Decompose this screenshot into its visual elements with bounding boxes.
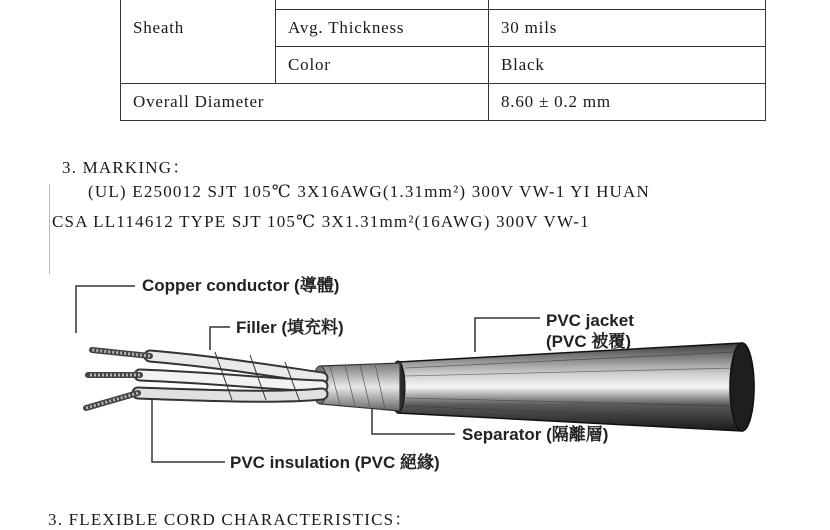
label-filler: Filler (填充料) bbox=[236, 318, 344, 337]
overall-diameter-value: 8.60 ± 0.2 mm bbox=[489, 84, 766, 121]
marking-line-2: CSA LL114612 TYPE SJT 105℃ 3X1.31mm²(16AWG) 300V VW-1 bbox=[52, 212, 590, 231]
avg-thickness-value: 30 mils bbox=[489, 10, 766, 47]
label-pvc-jacket-1: PVC jacket bbox=[546, 311, 634, 330]
sheath-label: Sheath bbox=[133, 18, 185, 37]
label-pvc-insulation: PVC insulation (PVC 絕緣) bbox=[230, 453, 440, 472]
label-separator: Separator (隔離層) bbox=[462, 425, 609, 444]
overall-diameter-label: Overall Diameter bbox=[121, 84, 489, 121]
label-copper-conductor: Copper conductor (導體) bbox=[142, 276, 340, 295]
pvc-jacket bbox=[391, 343, 754, 431]
marking-heading: 3. MARKING： bbox=[62, 158, 191, 177]
flexible-cord-heading: 3. FLEXIBLE CORD CHARACTERISTICS： bbox=[48, 510, 413, 529]
marking-line-1: (UL) E250012 SJT 105℃ 3X16AWG(1.31mm²) 300V VW-1 YI HUAN bbox=[88, 182, 650, 201]
insulated-wires bbox=[138, 352, 322, 402]
label-pvc-jacket-2: (PVC 被覆) bbox=[546, 332, 631, 351]
avg-thickness-label: Avg. Thickness bbox=[276, 10, 489, 47]
color-value: Black bbox=[489, 47, 766, 84]
color-label: Color bbox=[276, 47, 489, 84]
